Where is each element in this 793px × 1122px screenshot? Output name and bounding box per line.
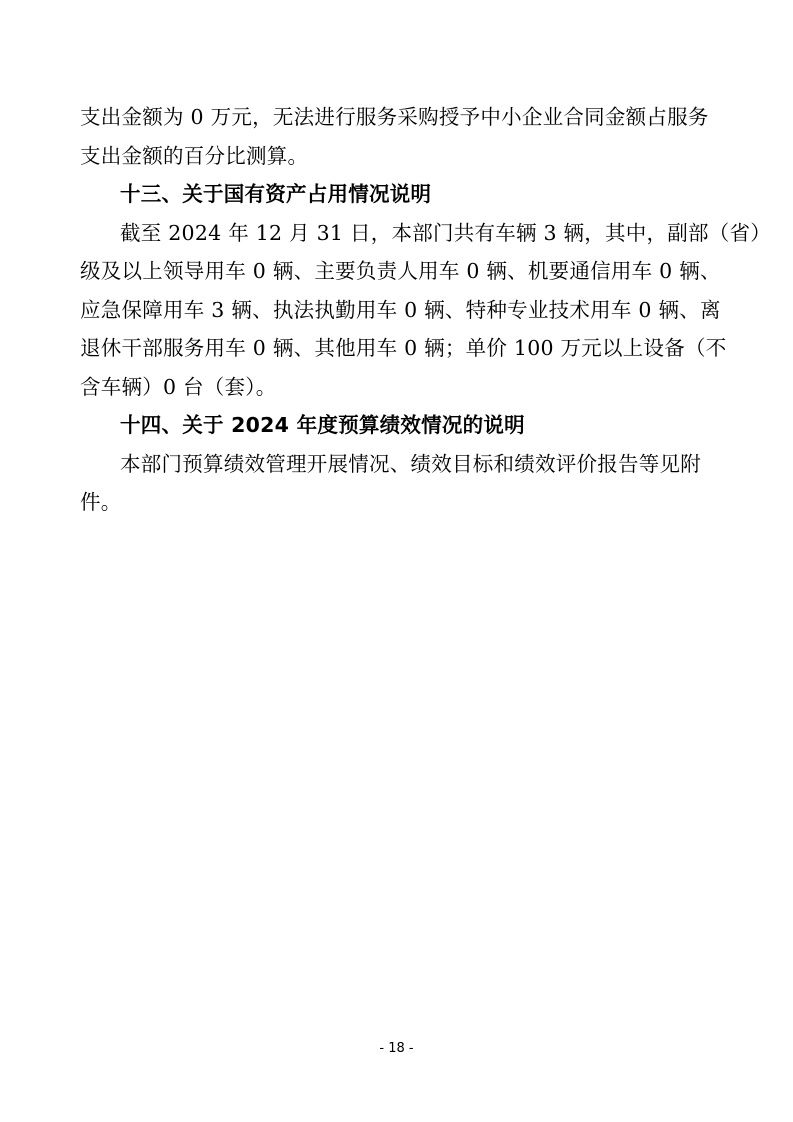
section-heading: 十三、关于国有资产占用情况说明: [120, 182, 432, 206]
text-line: 支出金额的百分比测算。: [80, 143, 309, 168]
section-heading: 十四、关于 2024 年度预算绩效情况的说明: [120, 413, 525, 437]
text-line: 退休干部服务用车 0 辆、其他用车 0 辆；单价 100 万元以上设备（不: [80, 336, 727, 360]
paragraph-procurement-continuation: [80, 98, 720, 175]
text-line: 含车辆）0 台（套）。: [80, 374, 277, 399]
section-state-assets: [80, 175, 772, 406]
page-content: [80, 98, 772, 522]
text-line: 应急保障用车 3 辆、执法执勤用车 0 辆、特种专业技术用车 0 辆、离: [80, 297, 721, 322]
text-line: 级及以上领导用车 0 辆、主要负责人用车 0 辆、机要通信用车 0 辆、: [80, 259, 721, 283]
text-line: 本部门预算绩效管理开展情况、绩效目标和绩效评价报告等见附: [120, 451, 701, 476]
text-line: 件。: [80, 490, 122, 514]
section-budget-performance: [80, 406, 720, 522]
page-number: - 18 -: [379, 1041, 414, 1056]
text-line: 支出金额为 0 万元，无法进行服务采购授予中小企业合同金额占服务: [80, 105, 709, 129]
text-line: 截至 2024 年 12 月 31 日，本部门共有车辆 3 辆，其中，副部（省）: [120, 220, 772, 245]
